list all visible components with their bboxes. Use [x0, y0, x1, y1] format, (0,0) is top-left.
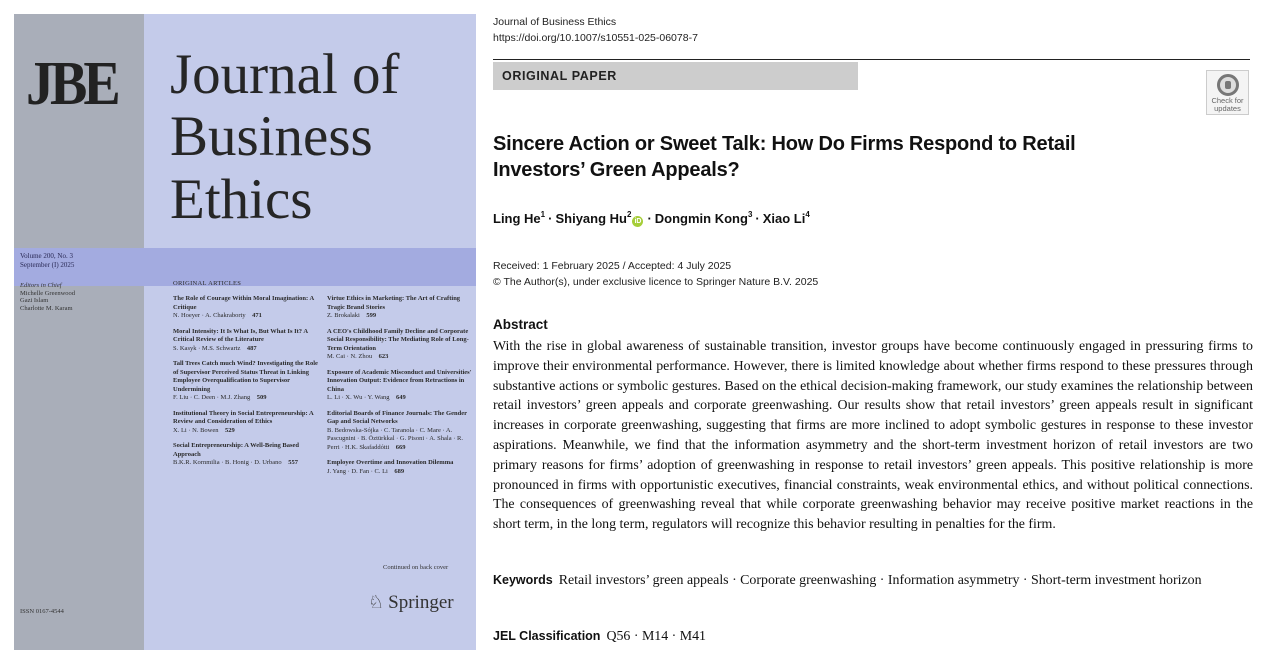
springer-horse-icon: ♘	[368, 592, 385, 612]
article-page	[493, 14, 1251, 654]
copyright-notice: © The Author(s), under exclusive licence to Springer Nature B.V. 2025	[493, 276, 819, 288]
cover-article-byline	[173, 459, 318, 468]
cover-title-line-2: Business	[170, 105, 373, 168]
orcid-icon[interactable]: iD	[634, 218, 642, 225]
cover-article-authors: B.K.R. Kornmilia · B. Honig · D. Urbano	[173, 459, 282, 466]
cover-article-entry	[327, 459, 472, 476]
cover-article-title: Institutional Theory in Social Entrepreneurship: A Review and Consideration of Ethics	[173, 409, 314, 425]
cover-article-byline	[327, 468, 472, 477]
cover-article-page: 487	[246, 344, 257, 352]
editor-name: Michelle Greenwood	[20, 289, 76, 297]
cover-article-entry	[327, 410, 472, 453]
cover-article-title: Editorial Boards of Finance Journals: The Gender Gap and Social Networks	[327, 409, 467, 425]
issn: ISSN 0167-4544	[20, 608, 64, 615]
journal-logo: JBE	[26, 49, 117, 119]
author-affiliation: 2	[626, 210, 632, 219]
cover-article-byline	[173, 394, 318, 403]
paper-type-label: ORIGINAL PAPER	[493, 62, 858, 90]
cover-article-entry	[173, 360, 318, 403]
received-accepted-dates: Received: 1 February 2025 / Accepted: 4 July 2025	[493, 260, 732, 272]
cover-article-byline	[327, 353, 472, 362]
cover-article-page: 557	[288, 459, 298, 466]
cover-article-entry	[173, 295, 318, 321]
cover-article-entry	[327, 328, 472, 362]
cover-article-title: Social Entrepreneurship: A Well-Being Based Approach	[173, 442, 300, 458]
cover-article-authors: N. Hoeyer · A. Chakraborty	[173, 312, 246, 319]
cover-article-byline	[327, 427, 472, 453]
editors-heading: Editors in Chief	[20, 282, 62, 289]
check-updates-line-2: updates	[1214, 103, 1241, 113]
cover-article-page: 599	[366, 312, 377, 319]
keywords-text: Retail investors’ green appeals · Corporate greenwashing · Information asymmetry · Short-term investment horizon	[558, 573, 1202, 588]
cover-article-title: Virtue Ethics in Marketing: The Art of Crafting Tragic Brand Stories	[327, 295, 461, 311]
author-list	[493, 211, 810, 227]
journal-name: Journal of Business Ethics	[493, 16, 617, 28]
cover-article-byline	[173, 312, 318, 321]
check-updates-line-1: Check for	[1211, 96, 1244, 105]
cover-article-title: A CEO's Childhood Family Decline and Corporate Social Responsibility: The Mediating Role of Long-Term Orientation	[327, 327, 469, 352]
cover-article-authors: B. Bedowska-Sójka · C. Taranola · C. Mare · A. Pascugnini · B. Öztürkkal · G. Pisoni · A. Shala · R. Perri · H.K. Skafaddótti	[327, 426, 463, 451]
volume-date: September (I) 2025	[20, 261, 75, 269]
publication-history	[493, 258, 818, 290]
cover-article-page: 623	[378, 353, 389, 360]
cover-article-title: Moral Intensity: It Is What Is, But What Is It? A Critical Review of the Literature	[173, 327, 308, 343]
cover-article-title: Exposure of Academic Misconduct and Universities' Innovation Output: Evidence from Retractions in China	[327, 368, 472, 393]
cover-article-byline	[173, 427, 318, 436]
cover-article-page: 529	[225, 426, 235, 434]
cover-article-title: The Role of Courage Within Moral Imagination: A Critique	[173, 295, 314, 311]
header-rule	[493, 59, 1250, 60]
abstract-text: With the rise in global awareness of sustainable transition, investor groups have become continuously engaged in pressuring firms to improve their environmental performance. However, there is limited knowledge about whether firms respond to these pressures through substantive actions or symbolic gestures. Based on the ethical decision-making framework, our study examines the relationship between retail investors’ green appeals and corporate greenwashing. Our results show that retail investors’ green appeals result in significant increases in corporate greenwashing, suggesting that firms are more inclined to adopt symbolic gestures in response to these investor aspirations. Meanwhile, we find that the information asymmetry and the short-term investment horizon of retail investors are two primary reasons for firms’ adoption of greenwashing in response to retail investors’ green appeals. This positive relationship is more pronounced in firms with opportunistic executives, financial constraints, weak environmental ethics, and without political connections. The consequences of greenwashing reveal that while corporate greenwashing behavior may receive positive market reactions in the short term, in the long term, regulators will recognize this behavior resulting in penalties for the firm.	[493, 339, 1253, 533]
article-title: Sincere Action or Sweet Talk: How Do Firms Respond to Retail Investors’ Green Appeals?	[493, 133, 1076, 181]
cover-article-authors: M. Cai · N. Zhou	[327, 353, 373, 360]
cover-article-authors: X. Li · N. Bowen	[173, 426, 219, 434]
journal-cover	[14, 14, 476, 650]
cover-article-authors: Z. Brokalaki	[327, 312, 360, 319]
cover-article-entry	[173, 410, 318, 436]
section-heading: ORIGINAL ARTICLES	[173, 280, 242, 287]
cover-article-title: Tall Trees Catch much Wind? Investigating the Role of Supervisor Perceived Status Threat in Linking Employee Overqualification to Supervisor Undermining	[173, 360, 318, 393]
cover-article-byline	[327, 394, 472, 403]
doi-link[interactable]: https://doi.org/10.1007/s10551-025-06078-7	[493, 32, 698, 44]
cover-article-entry	[327, 295, 472, 321]
author-name[interactable]: Shiyang Hu	[555, 211, 627, 226]
publisher-logo	[368, 592, 454, 614]
author-name[interactable]: Xiao Li	[762, 211, 806, 226]
cover-article-byline	[173, 345, 318, 354]
abstract-heading: Abstract	[493, 317, 548, 332]
publisher-name: Springer	[388, 592, 454, 613]
jel-label: JEL Classification	[493, 629, 601, 643]
author-separator: ·	[647, 211, 652, 226]
crossmark-icon	[1217, 74, 1239, 96]
cover-article-page: 669	[395, 443, 406, 451]
cover-article-page: 471	[252, 312, 262, 319]
author-separator: ·	[755, 211, 760, 226]
cover-title-line-3: Ethics	[170, 168, 313, 231]
editor-name: Gazi Islam	[20, 297, 49, 304]
cover-article-byline	[327, 312, 472, 321]
cover-article-title: Employee Overtime and Innovation Dilemma	[327, 459, 454, 466]
cover-article-authors: J. Yang · D. Fan · C. Li	[327, 467, 388, 475]
jel-section	[493, 627, 706, 647]
author-separator: ·	[548, 211, 553, 226]
cover-articles-right	[327, 280, 472, 483]
cover-article-entry	[173, 328, 318, 354]
check-for-updates-button[interactable]	[1206, 70, 1249, 115]
cover-article-authors: L. Li · X. Wu · Y. Wang	[327, 394, 390, 401]
cover-article-entry	[173, 442, 318, 468]
author-name[interactable]: Ling He	[493, 211, 541, 226]
cover-article-page: 689	[394, 467, 405, 475]
cover-article-authors: S. Kasyk · M.S. Schwartz	[173, 344, 241, 352]
cover-article-authors: F. Liu · C. Deen · M.J. Zhang	[173, 394, 251, 401]
author-affiliation: 1	[540, 210, 546, 219]
author-affiliation: 4	[805, 210, 810, 219]
author-name[interactable]: Dongmin Kong	[654, 211, 748, 226]
cover-article-page: 509	[256, 394, 267, 401]
cover-article-entry	[327, 369, 472, 403]
cover-volume-info	[20, 252, 74, 270]
cover-title-line-1: Journal of	[170, 43, 400, 106]
author-affiliation: 3	[747, 210, 753, 219]
keywords-section	[493, 571, 1253, 591]
keywords-label: Keywords	[493, 573, 553, 587]
cover-articles-left	[173, 280, 318, 475]
continued-note: Continued on back cover	[383, 564, 449, 571]
cover-article-page: 649	[396, 394, 406, 401]
jel-codes: Q56 · M14 · M41	[606, 629, 707, 644]
editors-block	[20, 282, 75, 312]
volume-number: Volume 200, No. 3	[20, 252, 73, 260]
editor-name: Charlotte M. Karam	[20, 304, 73, 312]
